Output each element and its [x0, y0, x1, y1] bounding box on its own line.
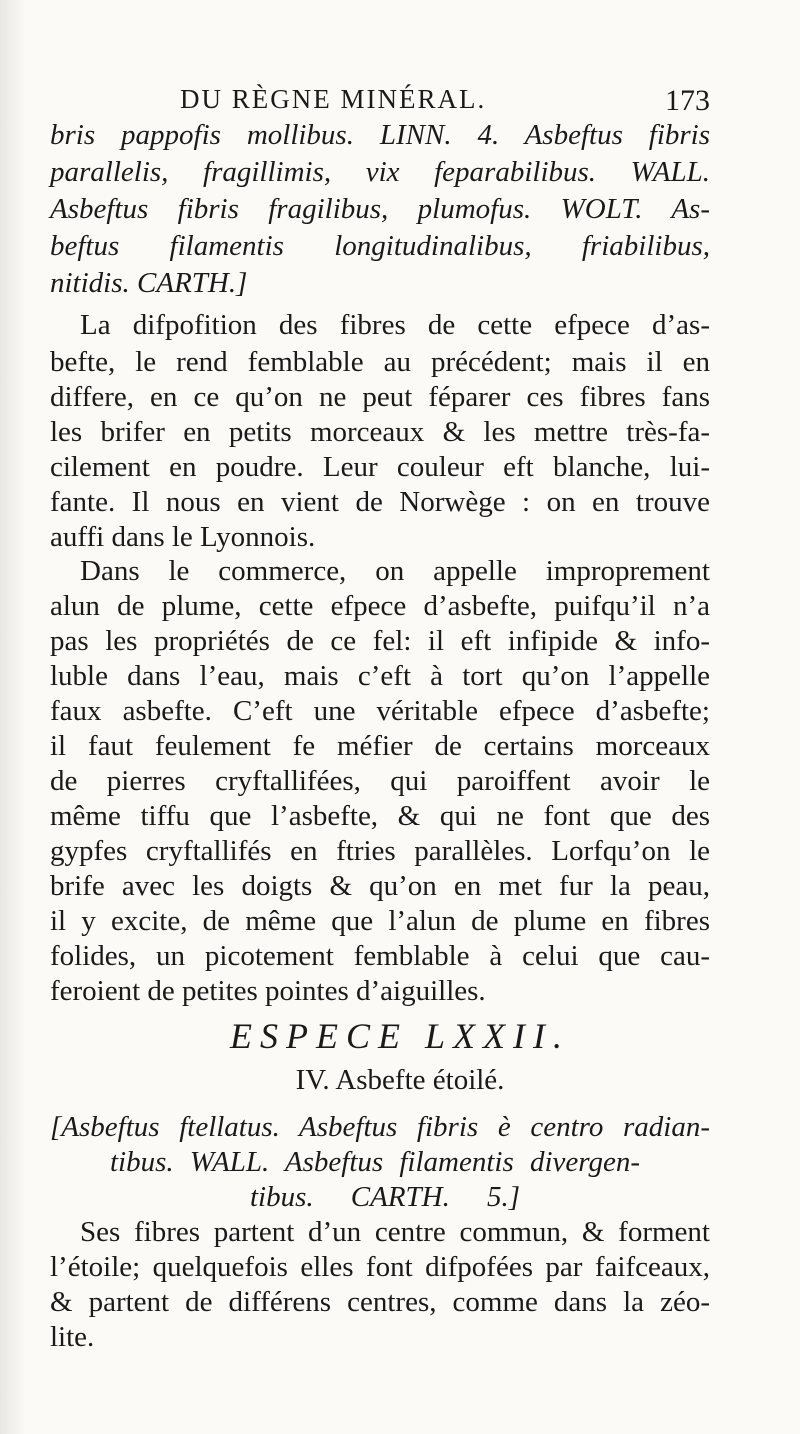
text-line: alun de plume, cette efpece d’asbefte, puifqu’il n’a: [50, 590, 710, 622]
section-heading: ESPECE LXXII.: [230, 1016, 570, 1056]
text-line: La difpofition des fibres de cette efpece d’as-: [80, 309, 710, 341]
text-line: les brifer en petits morceaux & les mettre très-fa-: [50, 416, 710, 448]
page-number: 173: [665, 84, 710, 117]
text-line: il faut feulement fe méfier de certains morceaux: [50, 730, 710, 762]
text-line: tibus. CARTH. 5.]: [250, 1181, 520, 1213]
running-title: DU RÈGNE MINÉRAL.: [180, 84, 487, 114]
text-line: nitidis. CARTH.]: [50, 267, 248, 299]
text-line: parallelis, fragillimis, vix feparabilibus. WALL.: [50, 156, 710, 188]
text-line: Ses fibres partent d’un centre commun, & forment: [80, 1216, 710, 1248]
text-line: [Asbeftus ftellatus. Asbeftus fibris è centro radian-: [50, 1111, 710, 1143]
page-gutter-shadow: [0, 0, 26, 1434]
text-line: lite.: [50, 1321, 95, 1353]
text-line: befte, le rend femblable au précédent; mais il en: [50, 346, 710, 378]
text-line: brife avec les doigts & qu’on en met fur la peau,: [50, 870, 710, 902]
section-subheading: IV. Asbefte étoilé.: [295, 1064, 505, 1096]
text-line: tibus. WALL. Asbeftus filamentis divergen-: [110, 1146, 640, 1178]
text-line: l’étoile; quelquefois elles font difpofées par faifceaux,: [50, 1251, 710, 1283]
text-line: Asbeftus fibris fragilibus, plumofus. WOLT. As-: [50, 193, 710, 225]
text-line: folides, un picotement femblable à celui que cau-: [50, 940, 710, 972]
text-line: bris pappofis mollibus. LINN. 4. Asbeftus fibris: [50, 119, 710, 151]
text-line: & partent de différens centres, comme dans la zéo-: [50, 1286, 710, 1318]
text-line: auffi dans le Lyonnois.: [50, 521, 316, 553]
text-line: fante. Il nous en vient de Norwège : on en trouve: [50, 486, 710, 518]
text-line: il y excite, de même que l’alun de plume en fibres: [50, 905, 710, 937]
text-line: pas les propriétés de ce fel: il eft infipide & info-: [50, 625, 710, 657]
text-line: feroient de petites pointes d’aiguilles.: [50, 975, 486, 1007]
text-line: faux asbefte. C’eft une véritable efpece d’asbefte;: [50, 695, 710, 727]
text-line: Dans le commerce, on appelle improprement: [80, 555, 710, 587]
text-line: beftus filamentis longitudinalibus, friabilibus,: [50, 230, 710, 262]
text-line: gypfes cryftallifés en ftries parallèles. Lorfqu’on le: [50, 835, 710, 867]
text-line: cilement en poudre. Leur couleur eft blanche, lui-: [50, 451, 710, 483]
text-line: même tiffu que l’asbefte, & qui ne font que des: [50, 800, 710, 832]
text-line: de pierres cryftallifées, qui paroiffent avoir le: [50, 765, 710, 797]
text-line: differe, en ce qu’on ne peut féparer ces fibres fans: [50, 381, 710, 413]
text-line: luble dans l’eau, mais c’eft à tort qu’on l’appelle: [50, 660, 710, 692]
